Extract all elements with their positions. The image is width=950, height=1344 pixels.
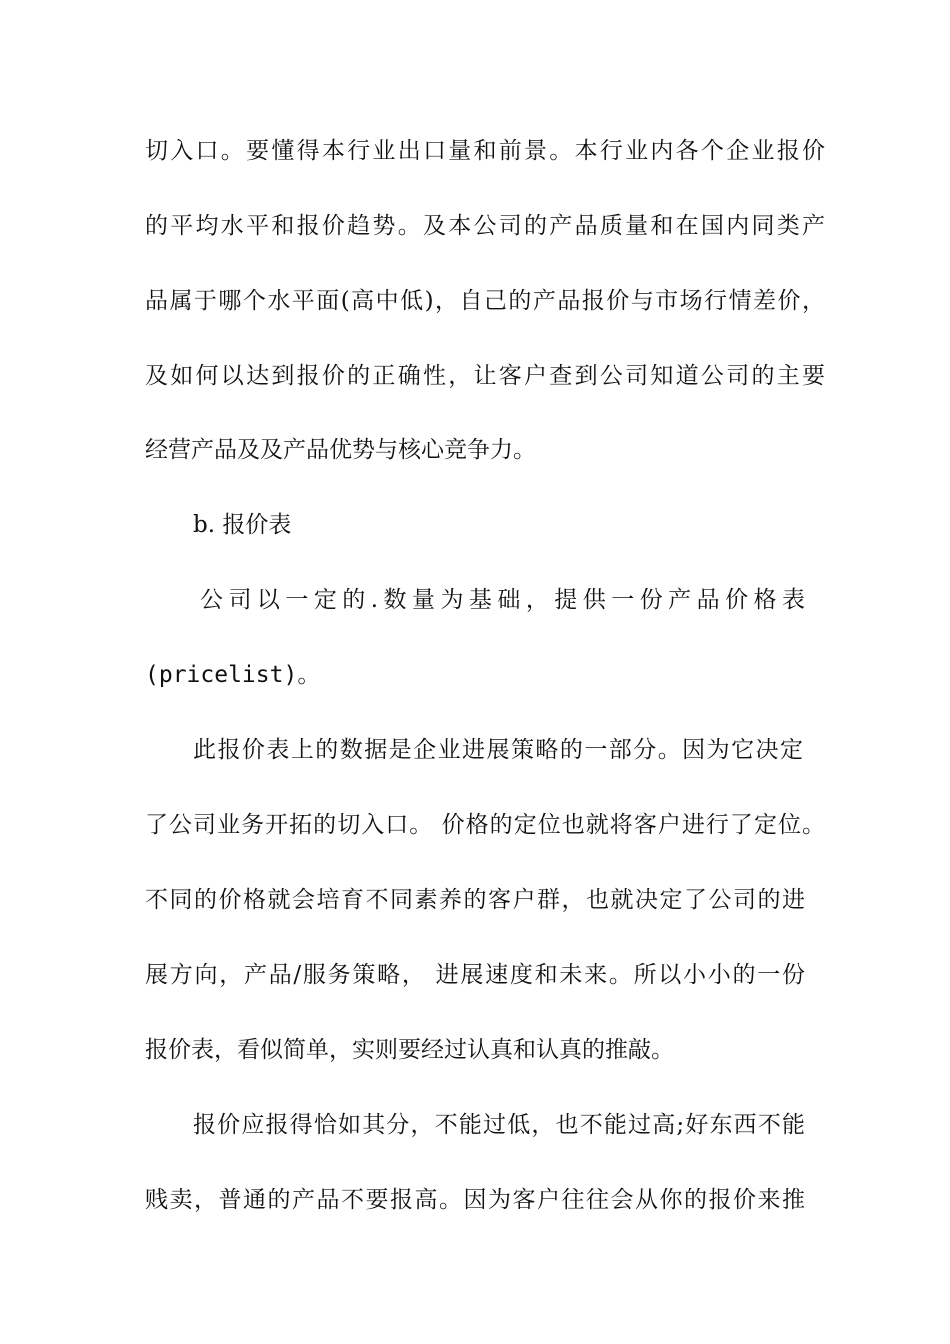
paragraph-line: 经营产品及及产品优势与核心竞争力。	[145, 437, 536, 463]
paragraph-line: 及如何以达到报价的正确性，让客户查到公司知道公司的主要	[145, 363, 825, 389]
paragraph-line: 切入口。要懂得本行业出口量和前景。本行业内各个企业报价	[145, 138, 825, 164]
paragraph-line: 报价应报得恰如其分，不能过低，也不能过高;好东西不能	[193, 1112, 805, 1138]
section-heading: b. 报价表	[193, 512, 292, 538]
paragraph-line: 展方向，产品/服务策略， 进展速度和未来。所以小小的一份	[145, 962, 805, 988]
paragraph-line: 贱卖，普通的产品不要报高。因为客户往往会从你的报价来推	[145, 1187, 805, 1213]
paragraph-line: 公司以一定的.数量为基础，提供一份产品价格表	[200, 587, 805, 613]
paragraph-line: 了公司业务开拓的切入口。 价格的定位也就将客户进行了定位。	[145, 812, 825, 838]
paragraph-line: 此报价表上的数据是企业进展策略的一部分。因为它决定	[193, 737, 803, 763]
paragraph-line: 报价表，看似简单，实则要经过认真和认真的推敲。	[145, 1037, 674, 1063]
paragraph-line: 不同的价格就会培育不同素养的客户群，也就决定了公司的进	[145, 887, 805, 913]
paragraph-line: 品属于哪个水平面(高中低)，自己的产品报价与市场行情差价，	[145, 288, 825, 314]
paragraph-line: 的平均水平和报价趋势。及本公司的产品质量和在国内同类产	[145, 213, 825, 239]
paragraph-line: (pricelist)。	[145, 662, 321, 688]
